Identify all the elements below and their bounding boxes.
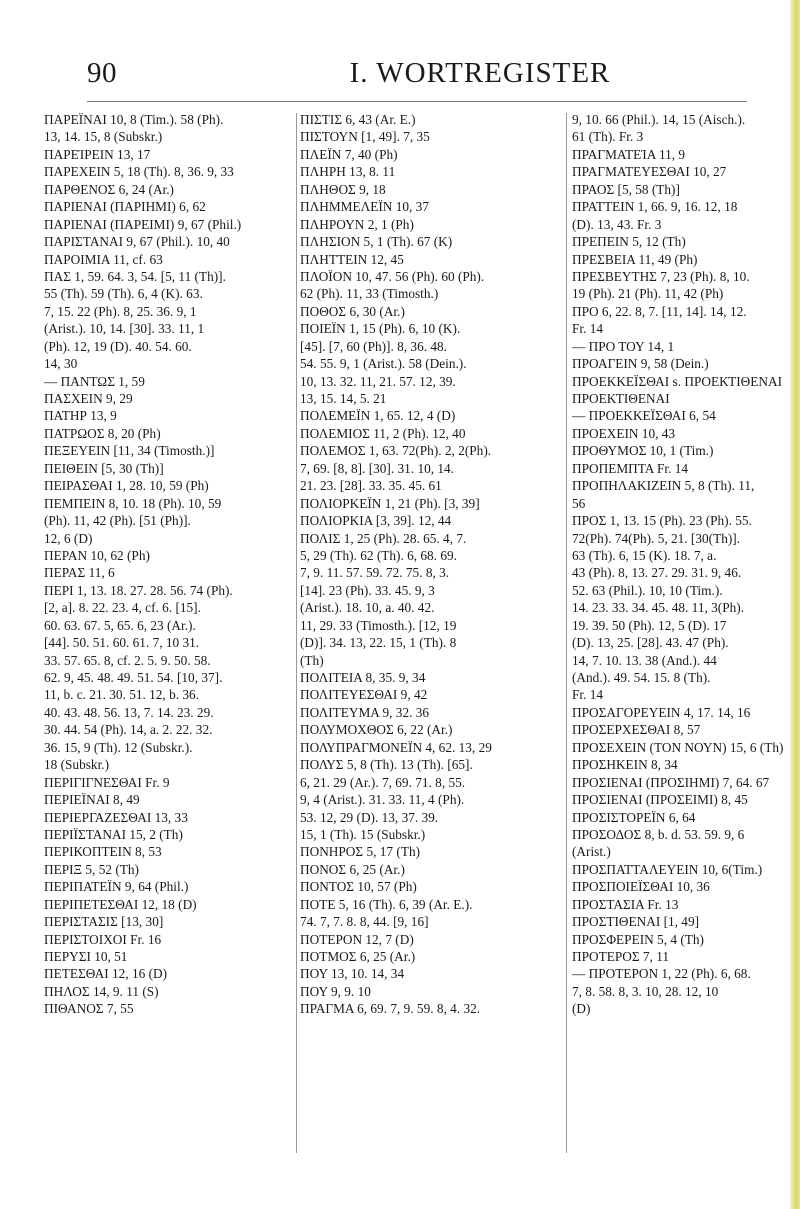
index-entry-line: 7, 8. 58. 8, 3. 10, 28. 12, 10: [572, 983, 719, 999]
index-entry-line: ΠΟΛΙΟΡΚΕΪΝ 1, 21 (Ph). [3, 39]: [300, 495, 480, 511]
index-entry-line: ΠΕΡΙΓΙΓΝΕΣΘΑΙ Fr. 9: [44, 774, 170, 790]
index-entry-line: — ΠΡΟΤΕΡΟΝ 1, 22 (Ph). 6, 68.: [572, 966, 751, 982]
index-entry-line: ΠΡΟΣΠΑΤΤΑΛΕΥΕΙΝ 10, 6(Tim.): [572, 861, 763, 877]
index-entry-line: 7, 9. 11. 57. 59. 72. 75. 8, 3.: [300, 565, 450, 581]
index-entry-line: ΠΡΑΤΤΕΙΝ 1, 66. 9, 16. 12, 18: [572, 199, 738, 215]
index-entry-line: 15, 1 (Th). 15 (Subskr.): [300, 826, 426, 842]
index-entry-line: 62. 9, 45. 48. 49. 51. 54. [10, 37].: [44, 670, 223, 685]
index-entry-line: 14. 23. 33. 34. 45. 48. 11, 3(Ph).: [572, 600, 744, 616]
column-divider: [296, 113, 297, 1153]
index-entry-line: ΠΙΣΤΙΣ 6, 43 (Ar. E.): [300, 112, 416, 127]
index-entry-line: [14]. 23 (Ph). 33. 45. 9, 3: [300, 582, 435, 598]
index-entry-line: ΠΟΛΙΤΕΥΕΣΘΑΙ 9, 42: [300, 687, 428, 703]
index-entry-line: ΠΟΙΕΪΝ 1, 15 (Ph). 6, 10 (K).: [300, 321, 461, 337]
index-entry-line: 56: [572, 495, 586, 511]
index-entry-line: ΠΑΡΙΕΝΑΙ (ΠΑΡΙΗΜΙ) 6, 62: [44, 199, 206, 215]
index-entry-line: [44]. 50. 51. 60. 61. 7, 10 31.: [44, 635, 200, 651]
index-entry-line: ΠΟΥ 9, 9. 10: [300, 983, 371, 999]
index-entry-line: ΠΑΡΘΕΝΟΣ 6, 24 (Ar.): [44, 181, 174, 197]
index-entry-line: ΠΟΛΕΜΕΪΝ 1, 65. 12, 4 (D): [300, 408, 456, 424]
index-entry-line: 63 (Th). 6, 15 (K). 18. 7, a.: [572, 547, 717, 563]
index-entry-line: ΠΡΟΣΑΓΟΡΕΥΕΙΝ 4, 17. 14, 16: [572, 704, 751, 720]
index-entry-line: ΠΑΡΙΣΤΑΝΑΙ 9, 67 (Phil.). 10, 40: [44, 234, 230, 250]
index-entry-line: ΠΟΛΕΜΙΟΣ 11, 2 (Ph). 12, 40: [300, 425, 466, 441]
index-entry-line: 53. 12, 29 (D). 13, 37. 39.: [300, 809, 439, 825]
index-entry-line: ΠΕΡΥΣΙ 10, 51: [44, 949, 128, 964]
index-entry-line: ΠΡΟΠΕΜΠΤΑ Fr. 14: [572, 460, 689, 476]
index-entry-line: ΠΡΟΣΕΧΕΙΝ (ΤΟΝ ΝΟΥΝ) 15, 6 (Th): [572, 739, 784, 755]
index-entry-line: ΠΡΟ 6, 22. 8, 7. [11, 14]. 14, 12.: [572, 303, 747, 319]
index-entry-line: 74. 7, 7. 8. 8, 44. [9, 16]: [300, 914, 429, 930]
index-entry-line: ΠΛΗΡΟΥΝ 2, 1 (Ph): [300, 216, 414, 232]
index-entry-line: 6, 21. 29 (Ar.). 7, 69. 71. 8, 55.: [300, 774, 466, 790]
index-entry-line: 54. 55. 9, 1 (Arist.). 58 (Dein.).: [300, 356, 467, 372]
index-entry-line: ΠΛΗΘΟΣ 9, 18: [300, 181, 386, 197]
index-entry-line: ΠΡΟΕΧΕΙΝ 10, 43: [572, 425, 676, 441]
index-entry-line: ΠΑΣ 1, 59. 64. 3, 54. [5, 11 (Th)].: [44, 268, 226, 284]
index-entry-line: Fr. 14: [572, 687, 604, 703]
index-entry-line: ΠΛΗΡΗ 13, 8. 11: [300, 164, 396, 180]
index-entry-line: ΠΡΟΣΠΟΙΕΪΣΘΑΙ 10, 36: [572, 879, 710, 895]
index-entry-line: ΠΕΡΙΞ 5, 52 (Th): [44, 861, 139, 877]
index-entry-line: 40. 43. 48. 56. 13, 7. 14. 23. 29.: [44, 704, 214, 720]
index-entry-line: 52. 63 (Phil.). 10, 10 (Tim.).: [572, 582, 723, 598]
index-entry-line: 36. 15, 9 (Th). 12 (Subskr.).: [44, 739, 193, 755]
index-entry-line: ΠΕΙΘΕΙΝ [5, 30 (Th)]: [44, 460, 164, 476]
index-entry-line: ΠΑΡΕΪΝΑΙ 10, 8 (Tim.). 58 (Ph).: [44, 112, 224, 127]
index-entry-line: ΠΛΗΤΤΕΙΝ 12, 45: [300, 251, 404, 267]
index-entry-line: ΠΟΥ 13, 10. 14, 34: [300, 966, 405, 982]
index-entry-line: 61 (Th). Fr. 3: [572, 129, 644, 145]
index-entry-line: ΠΟΝΤΟΣ 10, 57 (Ph): [300, 879, 417, 895]
index-entry-line: ΠΕΡΙΠΕΤΕΣΘΑΙ 12, 18 (D): [44, 896, 197, 912]
index-column-2: [300, 111, 565, 1018]
index-entry-line: 43 (Ph). 8, 13. 27. 29. 31. 9, 46.: [572, 565, 742, 581]
index-entry-line: ΠΕΡΙΪΣΤΑΝΑΙ 15, 2 (Th): [44, 826, 183, 842]
index-entry-line: ΠΟΛΙΤΕΙΑ 8, 35. 9, 34: [300, 670, 426, 685]
index-entry-line: ΠΡΑΓΜΑΤΕΊΑ 11, 9: [572, 146, 686, 162]
page-number: 90: [87, 57, 117, 89]
index-entry-line: ΠΛΕΪΝ 7, 40 (Ph): [300, 146, 398, 162]
index-entry-line: 5, 29 (Th). 62 (Th). 6, 68. 69.: [300, 547, 457, 563]
index-entry-line: ΠΗΛΟΣ 14, 9. 11 (S): [44, 983, 159, 999]
index-entry-line: ΠΑΡΙΕΝΑΙ (ΠΑΡΕΙΜΙ) 9, 67 (Phil.): [44, 216, 242, 232]
index-entry-line: — ΠΡΟ ΤΟΥ 14, 1: [572, 338, 675, 354]
index-entry-line: ΠΡΟΘΥΜΟΣ 10, 1 (Tim.): [572, 443, 714, 459]
index-entry-line: ΠΡΟΣΙΣΤΟΡΕΪΝ 6, 64: [572, 809, 696, 825]
index-entry-line: ΠΟΛΥΠΡΑΓΜΟΝΕΪΝ 4, 62. 13, 29: [300, 739, 492, 755]
index-entry-line: (D). 13, 25. [28]. 43. 47 (Ph).: [572, 635, 729, 651]
index-entry-line: ΠΡΟΣΟΔΟΣ 8, b. d. 53. 59. 9, 6: [572, 826, 745, 842]
index-entry-line: ΠΕΡΙΣΤΟΙΧΟΙ Fr. 16: [44, 931, 162, 947]
index-entry-line: (Arist.): [572, 844, 611, 860]
column-divider: [566, 113, 567, 1153]
index-entry-line: ΠΟΛΙΟΡΚΙΑ [3, 39]. 12, 44: [300, 513, 452, 529]
index-entry-line: ΠΟΤΕ 5, 16 (Th). 6, 39 (Ar. E.).: [300, 896, 473, 912]
index-entry-line: ΠΕΤΕΣΘΑΙ 12, 16 (D): [44, 966, 168, 982]
index-entry-line: (Arist.). 18. 10, a. 40. 42.: [300, 600, 435, 616]
index-entry-line: (D). 13, 43. Fr. 3: [572, 216, 662, 232]
index-entry-line: 7, 69. [8, 8]. [30]. 31. 10, 14.: [300, 460, 455, 476]
index-entry-line: ΠΛΗΣΙΟΝ 5, 1 (Th). 67 (K): [300, 234, 453, 250]
index-entry-line: (And.). 49. 54. 15. 8 (Th).: [572, 670, 711, 685]
index-entry-line: ΠΕΡΑΝ 10, 62 (Ph): [44, 547, 150, 563]
index-entry-line: ΠΡΟΣ 1, 13. 15 (Ph). 23 (Ph). 55.: [572, 513, 752, 529]
index-entry-line: ΠΡΑΟΣ [5, 58 (Th)]: [572, 181, 680, 197]
index-entry-line: — ΠΑΝΤΩΣ 1, 59: [44, 373, 145, 389]
index-entry-line: ΠΟΝΗΡΟΣ 5, 17 (Th): [300, 844, 421, 860]
index-entry-line: ΠΕΡΙΚΟΠΤΕΙΝ 8, 53: [44, 844, 162, 860]
index-entry-line: ΠΕΡΙΠΑΤΕΪΝ 9, 64 (Phil.): [44, 879, 189, 895]
index-entry-line: 72(Ph). 74(Ph). 5, 21. [30(Th)].: [572, 530, 741, 546]
index-entry-line: ΠΡΟΤΕΡΟΣ 7, 11: [572, 949, 670, 964]
index-entry-line: (D): [572, 1001, 591, 1017]
index-entry-line: ΠΕΡΙΕΪΝΑΙ 8, 49: [44, 792, 140, 808]
page-header: [0, 57, 760, 97]
index-entry-line: ΠΡΕΠΕΙΝ 5, 12 (Th): [572, 234, 686, 250]
index-entry-line: 30. 44. 54 (Ph). 14, a. 2. 22. 32.: [44, 722, 213, 738]
index-entry-line: ΠΡΑΓΜΑΤΕΥΕΣΘΑΙ 10, 27: [572, 164, 727, 180]
index-entry-line: ΠΟΤΜΟΣ 6, 25 (Ar.): [300, 949, 416, 964]
index-entry-line: ΠΡΟΕΚΚΕΪΣΘΑΙ s. ΠΡΟΕΚΤΙΘΕΝΑΙ: [572, 373, 783, 389]
index-entry-line: 10, 13. 32. 11, 21. 57. 12, 39.: [300, 373, 456, 389]
index-entry-line: 11, 29. 33 (Timosth.). [12, 19: [300, 617, 457, 633]
index-entry-line: ΠΡΟΣΙΕΝΑΙ (ΠΡΟΣΕΙΜΙ) 8, 45: [572, 792, 748, 808]
index-entry-line: 7, 15. 22 (Ph). 8, 25. 36. 9, 1: [44, 303, 197, 319]
index-entry-line: ΠΡΟΣΤΙΘΕΝΑΙ [1, 49]: [572, 914, 700, 930]
index-entry-line: ΠΟΘΟΣ 6, 30 (Ar.): [300, 303, 405, 319]
index-entry-line: ΠΕΡΙ 1, 13. 18. 27. 28. 56. 74 (Ph).: [44, 582, 233, 598]
index-entry-line: ΠΑΤΗΡ 13, 9: [44, 408, 117, 424]
index-entry-line: ΠΡΟΣΙΕΝΑΙ (ΠΡΟΣΙΗΜΙ) 7, 64. 67: [572, 774, 770, 790]
index-entry-line: ΠΡΕΣΒΕΙΑ 11, 49 (Ph): [572, 251, 698, 267]
index-entry-line: (Arist.). 10, 14. [30]. 33. 11, 1: [44, 321, 205, 337]
index-entry-line: ΠΟΛΕΜΟΣ 1, 63. 72(Ph). 2, 2(Ph).: [300, 443, 492, 459]
index-entry-line: ΠΟΤΕΡΟΝ 12, 7 (D): [300, 931, 414, 947]
index-entry-line: 19 (Ph). 21 (Ph). 11, 42 (Ph): [572, 286, 724, 302]
index-entry-line: ΠΕΜΠΕΙΝ 8, 10. 18 (Ph). 10, 59: [44, 495, 222, 511]
index-entry-line: ΠΟΛΙΣ 1, 25 (Ph). 28. 65. 4, 7.: [300, 530, 467, 546]
index-entry-line: ΠΑΤΡΩΟΣ 8, 20 (Ph): [44, 425, 161, 441]
running-head: I. WORTREGISTER: [349, 57, 611, 89]
index-entry-line: 13, 14. 15, 8 (Subskr.): [44, 129, 163, 145]
index-entry-line: ΠΑΡΕΊΡΕΙΝ 13, 17: [44, 146, 151, 162]
index-column-3: [572, 111, 787, 1018]
index-entry-line: ΠΡΟΑΓΕΙΝ 9, 58 (Dein.): [572, 356, 709, 372]
index-entry-line: 19. 39. 50 (Ph). 12, 5 (D). 17: [572, 617, 727, 633]
index-entry-line: 55 (Th). 59 (Th). 6, 4 (K). 63.: [44, 286, 203, 302]
page-edge: [790, 0, 800, 1209]
index-entry-line: 9, 10. 66 (Phil.). 14, 15 (Aisch.).: [572, 112, 746, 127]
index-column-1: [44, 111, 292, 1018]
index-entry-line: 12, 6 (D): [44, 530, 93, 546]
index-entry-line: ΠΟΛΙΤΕΥΜΑ 9, 32. 36: [300, 704, 430, 720]
index-entry-line: (Th): [300, 652, 324, 668]
index-entry-line: ΠΕΞΕΥΕΙΝ [11, 34 (Timosth.)]: [44, 443, 215, 459]
index-entry-line: ΠΡΟΕΚΤΙΘΕΝΑΙ: [572, 391, 670, 406]
index-entry-line: ΠΡΟΣΕΡΧΕΣΘΑΙ 8, 57: [572, 722, 701, 738]
index-entry-line: ΠΑΣΧΕΙΝ 9, 29: [44, 391, 133, 406]
index-entry-line: ΠΡΟΣΦΕΡΕΙΝ 5, 4 (Th): [572, 931, 704, 947]
index-entry-line: ΠΡΟΣΗΚΕΙΝ 8, 34: [572, 757, 678, 773]
index-entry-line: — ΠΡΟΕΚΚΕΪΣΘΑΙ 6, 54: [572, 408, 716, 424]
index-entry-line: ΠΙΣΤΟΥΝ [1, 49]. 7, 35: [300, 129, 430, 145]
index-entry-line: ΠΟΛΥΣ 5, 8 (Th). 13 (Th). [65].: [300, 757, 473, 773]
index-entry-line: 13, 15. 14, 5. 21: [300, 391, 387, 406]
index-entry-line: ΠΕΡΑΣ 11, 6: [44, 565, 115, 581]
index-entry-line: 9, 4 (Arist.). 31. 33. 11, 4 (Ph).: [300, 792, 465, 808]
index-entry-line: ΠΕΙΡΑΣΘΑΙ 1, 28. 10, 59 (Ph): [44, 478, 209, 494]
index-entry-line: 62 (Ph). 11, 33 (Timosth.): [300, 286, 439, 302]
index-entry-line: 33. 57. 65. 8, cf. 2. 5. 9. 50. 58.: [44, 652, 211, 668]
index-entry-line: ΠΕΡΙΣΤΑΣΙΣ [13, 30]: [44, 914, 164, 930]
index-entry-line: ΠΡΑΓΜΑ 6, 69. 7, 9. 59. 8, 4. 32.: [300, 1001, 481, 1017]
index-entry-line: [2, a]. 8. 22. 23. 4, cf. 6. [15].: [44, 600, 201, 616]
index-entry-line: ΠΡΕΣΒΕΥΤΗΣ 7, 23 (Ph). 8, 10.: [572, 268, 750, 284]
index-entry-line: [45]. [7, 60 (Ph)]. 8, 36. 48.: [300, 338, 447, 354]
index-entry-line: ΠΛΗΜΜΕΛΕΪΝ 10, 37: [300, 199, 429, 215]
index-entry-line: (Ph). 12, 19 (D). 40. 54. 60.: [44, 338, 192, 354]
index-entry-line: ΠΕΡΙΕΡΓΑΖΕΣΘΑΙ 13, 33: [44, 809, 188, 825]
index-entry-line: 18 (Subskr.): [44, 757, 110, 773]
index-entry-line: 14, 7. 10. 13. 38 (And.). 44: [572, 652, 717, 668]
index-entry-line: 11, b. c. 21. 30. 51. 12, b. 36.: [44, 687, 199, 703]
index-entry-line: (D)]. 34. 13, 22. 15, 1 (Th). 8: [300, 635, 457, 651]
index-entry-line: (Ph). 11, 42 (Ph). [51 (Ph)].: [44, 513, 191, 529]
index-entry-line: 14, 30: [44, 356, 78, 372]
index-entry-line: 21. 23. [28]. 33. 35. 45. 61: [300, 478, 442, 494]
index-entry-line: ΠΟΝΟΣ 6, 25 (Ar.): [300, 861, 405, 877]
index-entry-line: ΠΑΡΕΧΕΙΝ 5, 18 (Th). 8, 36. 9, 33: [44, 164, 234, 180]
index-entry-line: ΠΡΟΠΗΛΑΚΙΖΕΙΝ 5, 8 (Th). 11,: [572, 478, 755, 494]
index-entry-line: ΠΛΟΪΟΝ 10, 47. 56 (Ph). 60 (Ph).: [300, 268, 485, 284]
index-entry-line: ΠΟΛΥΜΟΧΘΟΣ 6, 22 (Ar.): [300, 722, 453, 738]
index-entry-line: ΠΡΟΣΤΑΣΙΑ Fr. 13: [572, 896, 679, 912]
index-entry-line: Fr. 14: [572, 321, 604, 337]
index-entry-line: 60. 63. 67. 5, 65. 6, 23 (Ar.).: [44, 617, 196, 633]
index-entry-line: ΠΙΘΑΝΟΣ 7, 55: [44, 1001, 134, 1017]
header-rule: [87, 101, 747, 102]
index-entry-line: ΠΑΡΟΙΜΙΑ 11, cf. 63: [44, 251, 163, 267]
